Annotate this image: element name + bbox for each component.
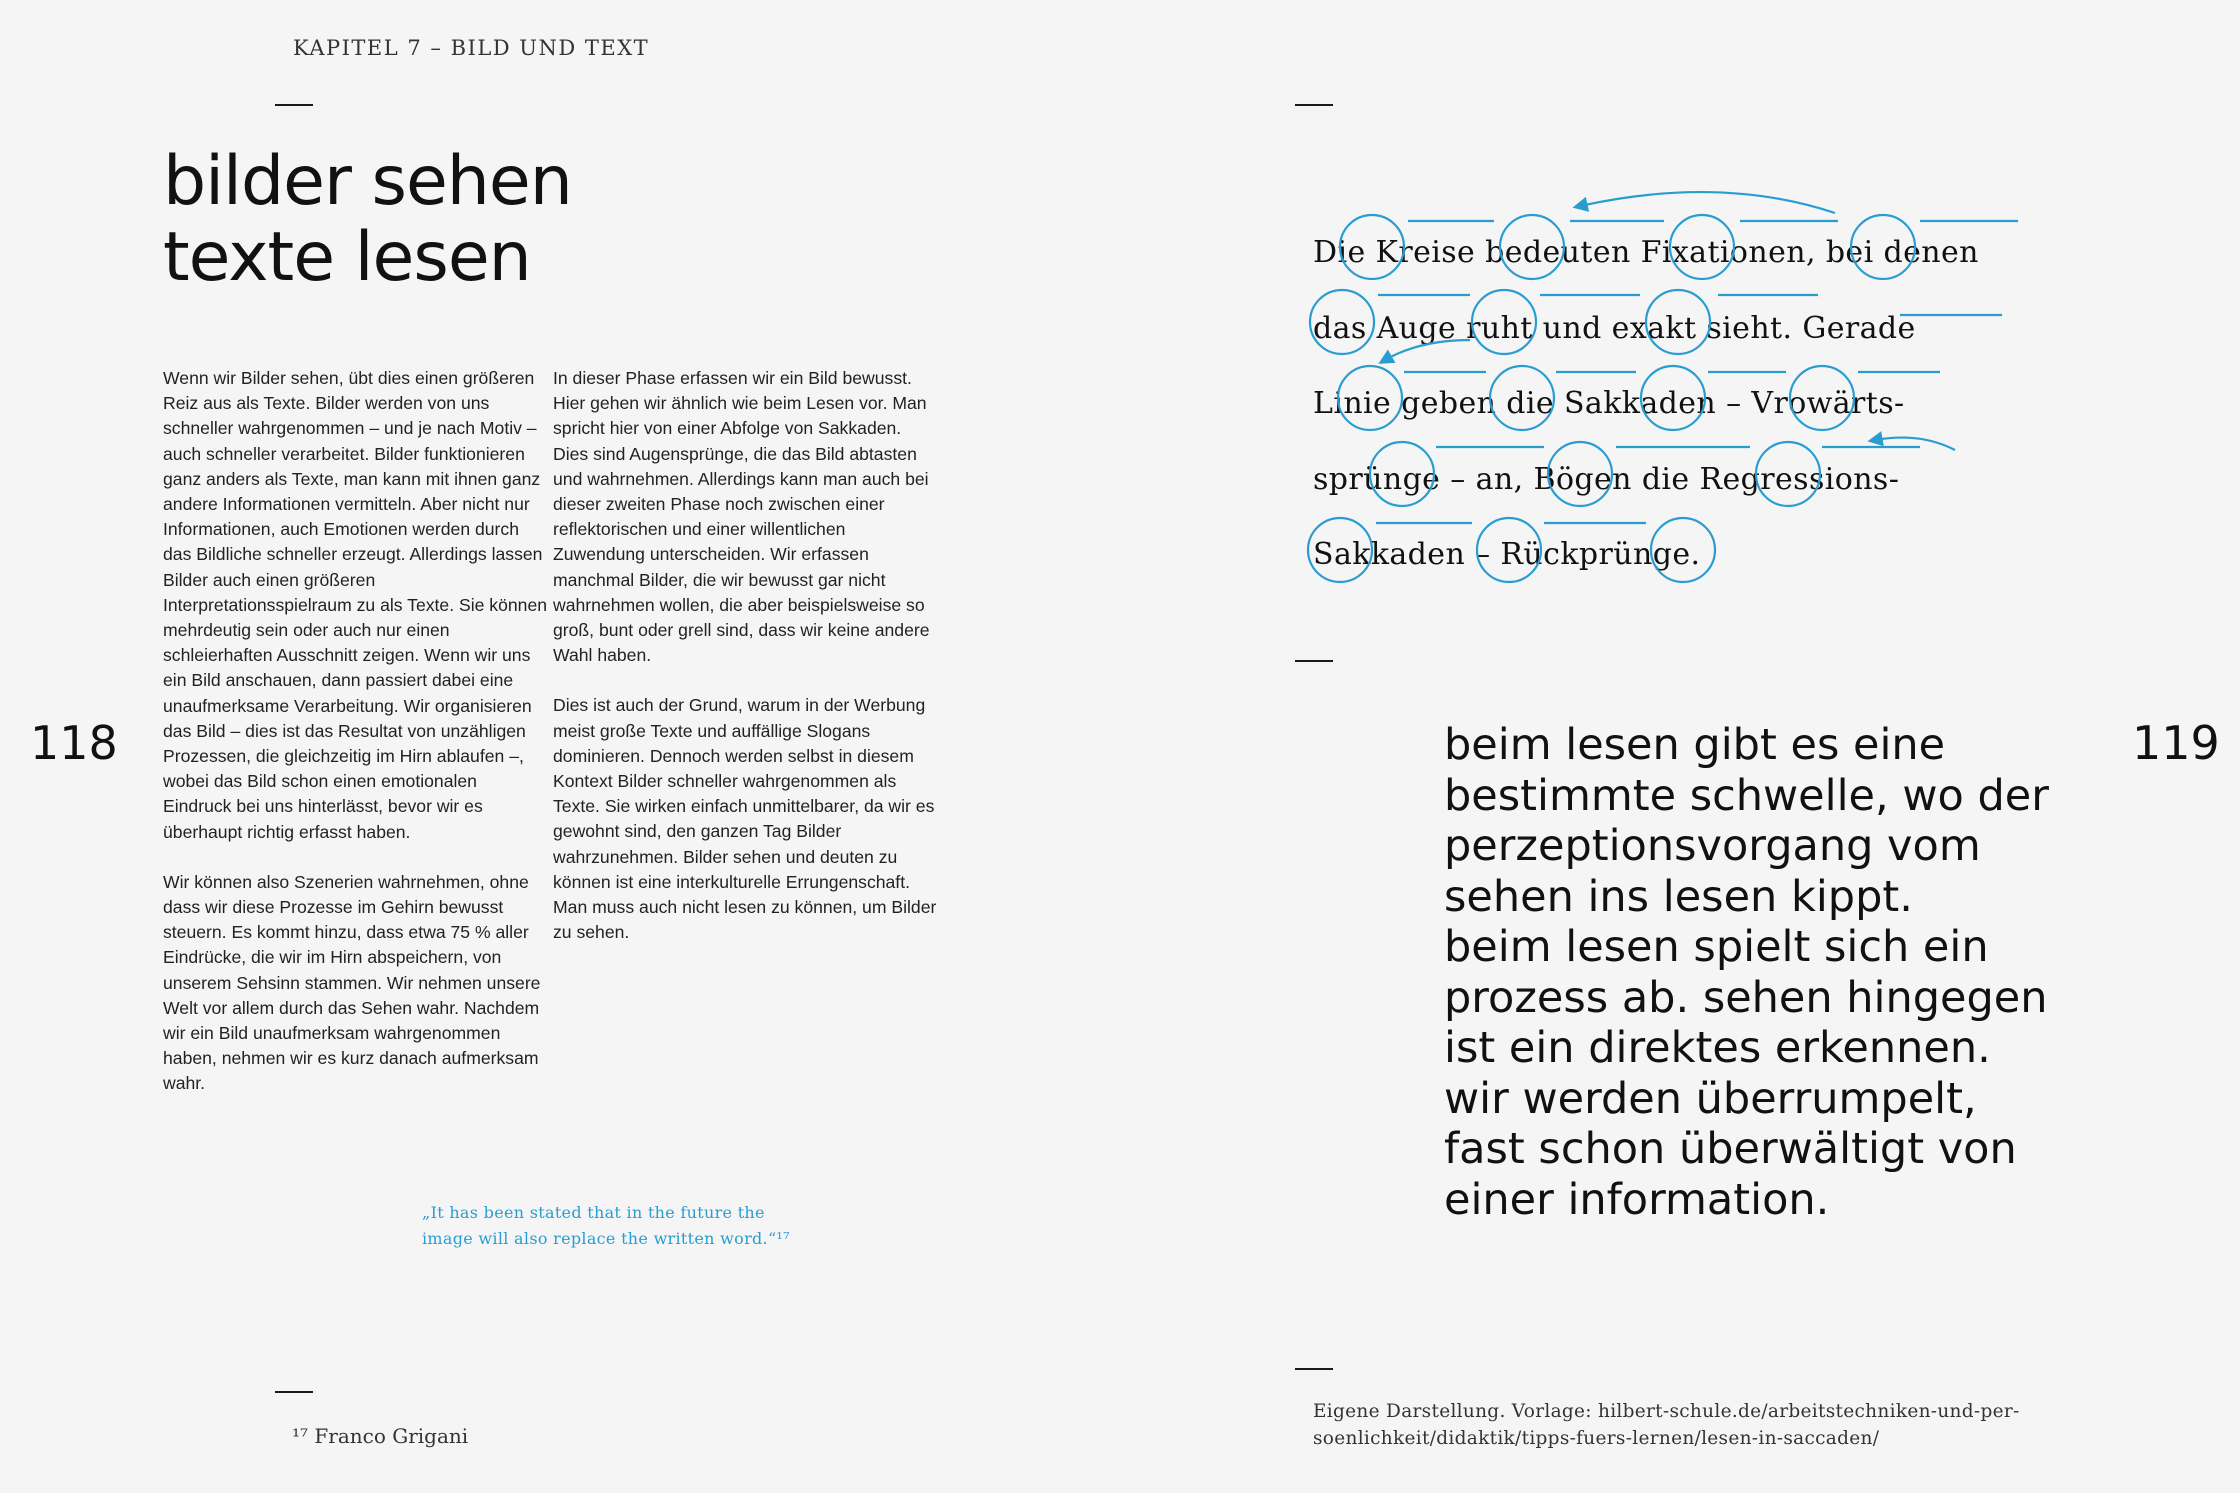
chapter-header: KAPITEL 7 – BILD UND TEXT (293, 36, 650, 60)
demo-line: Linie geben die Sakkaden – Vrowärts- (1313, 386, 1905, 421)
demo-line: Sakkaden – Rückprünge. (1313, 537, 1701, 572)
big-line: bestimmte schwelle, wo der (1444, 770, 2049, 821)
pull-quote (422, 1200, 842, 1252)
rule-mid-right (1295, 660, 1333, 662)
body-column-2 (553, 366, 938, 970)
body-column-1 (163, 366, 548, 1122)
demo-line: sprünge – an, Bögen die Regressions- (1313, 461, 1900, 497)
regression-arc (1580, 192, 1835, 213)
rule-top-left (275, 104, 313, 106)
rule-footnote (275, 1391, 313, 1393)
demo-line: das Auge ruht und exakt sieht. Gerade (1313, 310, 1916, 346)
paragraph: In dieser Phase erfassen wir ein Bild bewusst. Hier gehen wir ähnlich wie beim Lesen vor. Man spricht hier von einer Abfolge von Sakkaden. Dies sind Augensprünge, die das Bild abtasten und wahrnehmen. Allerdings kann man auch bei dieser zweiten Phase noch zwischen einer reflektorischen und einer willentlichen Zuwendung unterscheiden. Wir erfassen manchmal Bilder, die wir bewusst gar nicht wahrnehmen wollen, die aber beispielsweise so groß, bunt oder grell sind, dass wir keine andere Wahl haben. (553, 368, 930, 666)
page-number-right: 119 (2132, 716, 2220, 770)
quote-line: „It has been stated that in the future the (422, 1203, 765, 1222)
big-line: sehen ins lesen kippt. (1444, 871, 1913, 922)
paragraph: Wenn wir Bilder sehen, übt dies einen größeren Reiz aus als Texte. Bilder werden von uns schneller wahrgenommen – und je nach Motiv – auch schneller verarbeitet. Bilder funktionieren ganz anders als Texte, man kann mit ihnen ganz andere Informationen vermitteln. Aber nicht nur Informationen, auch Emotionen werden durch das Bildliche schneller erzeugt. Allerdings lassen Bilder auch einen größeren Interpretationsspielraum zu als Texte. Sie können mehrdeutig sein oder auch nur einen schleierhaften Ausschnitt zeigen. Wenn wir uns ein Bild anschauen, dann passiert dabei eine unaufmerksame Verarbeitung. Wir organisieren das Bild – dies ist das Resultat von unzähligen Prozessen, die gleichzeitig im Hirn ablaufen –, wobei das Bild schon einen emotionalen Eindruck bei uns hinterlässt, bevor wir es überhaupt richtig erfasst haben. (163, 368, 548, 842)
big-line: wir werden überrumpelt, (1444, 1073, 1977, 1124)
footnote: ¹⁷ Franco Grigani (292, 1424, 469, 1448)
big-line: beim lesen spielt sich ein (1444, 922, 1989, 972)
rule-top-right (1295, 104, 1333, 106)
pull-text-block (1444, 720, 2144, 1225)
credit-line: Eigene Darstellung. Vorlage: hilbert-schule.de/arbeitstechniken-und-per- (1313, 1401, 2020, 1422)
saccade-demo-text (1313, 215, 2133, 593)
headline-line-1: bilder sehen (163, 142, 572, 221)
big-line: fast schon überwältigt von (1444, 1124, 2017, 1174)
rule-bottom-right (1295, 1368, 1333, 1370)
big-line: ist ein direktes erkennen. (1444, 1023, 1991, 1073)
quote-line: image will also replace the written word.“¹⁷ (422, 1229, 790, 1248)
paragraph: Dies ist auch der Grund, warum in der Werbung meist große Texte und auffällige Slogans dominieren. Dennoch werden selbst in diesem Kontext Bilder schneller wahrgenommen als Texte. Sie wirken einfach unmittelbarer, da wir es gewohnt sind, den ganzen Tag Bilder wahrzunehmen. Bilder sehen und deuten zu können ist eine interkulturelle Errungenschaft. Man muss auch nicht lesen zu können, um Bilder zu sehen. (553, 695, 937, 943)
headline-line-2: texte lesen (163, 218, 531, 297)
headline (163, 144, 763, 296)
big-line: perzeptionsvorgang vom (1444, 821, 1981, 871)
paragraph: Wir können also Szenerien wahrnehmen, ohne dass wir diese Prozesse im Gehirn bewusst steuern. Es kommt hinzu, dass etwa 75 % aller Eindrücke, die wir im Hirn abspeichern, von unserem Sehsinn stammen. Wir nehmen unsere Welt vor allem durch das Sehen wahr. Nachdem wir ein Bild unaufmerksam wahrgenommen haben, nehmen wir es kurz danach aufmerksam wahr. (163, 871, 541, 1094)
big-line: beim lesen gibt es eine (1444, 720, 1946, 770)
big-line: einer information. (1444, 1174, 1830, 1225)
demo-line: Die Kreise bedeuten Fixationen, bei denen (1313, 235, 1979, 270)
image-credit (1313, 1398, 2113, 1452)
page-number-left: 118 (30, 716, 118, 770)
big-line: prozess ab. sehen hingegen (1444, 972, 2048, 1023)
credit-line: soenlichkeit/didaktik/tipps-fuers-lernen/lesen-in-saccaden/ (1313, 1428, 1880, 1449)
